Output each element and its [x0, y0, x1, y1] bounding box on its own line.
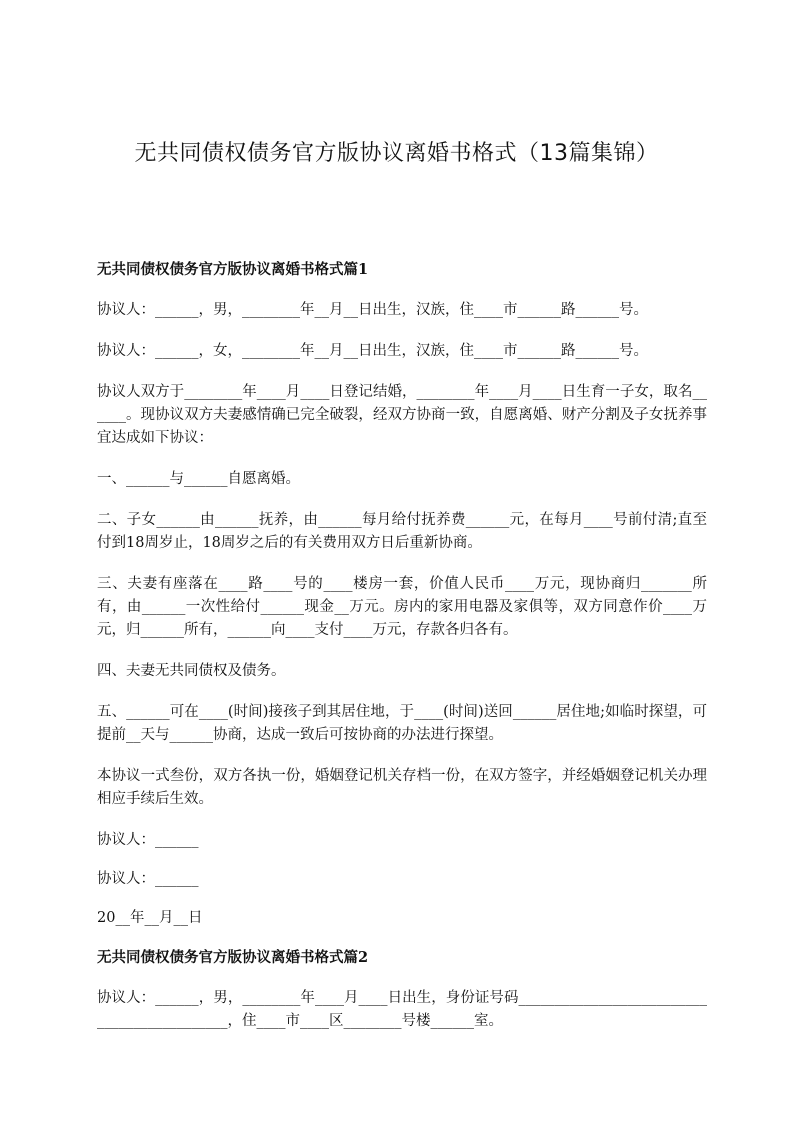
section-2-heading: 无共同债权债务官方版协议离婚书格式篇2 — [97, 949, 369, 966]
document-body — [97, 258, 707, 1051]
party-female-paragraph: 协议人：______，女，________年__月__日出生，汉族，住____市______路______号。 — [97, 343, 648, 359]
clause-1-paragraph: 一、______与______自愿离婚。 — [97, 471, 300, 487]
party-male-paragraph: 协议人：______，男，________年__月__日出生，汉族，住____市______路______号。 — [97, 302, 648, 318]
section-1-heading: 无共同债权债务官方版协议离婚书格式篇1 — [97, 261, 369, 278]
effectiveness-paragraph: 本协议一式叁份，双方各执一份，婚姻登记机关存档一份，在双方签字，并经婚姻登记机关办理相应手续后生效。 — [97, 768, 707, 807]
signature-line-1: 协议人：______ — [97, 832, 199, 848]
clause-3-paragraph: 三、夫妻有座落在____路____号的____楼房一套，价值人民币____万元，现协商归_______所有，由______一次性给付______现金__万元。房内的家用电器及家俱等，双方同意作价____万元，归______所有，______向____支付____万元，存款各归各有。 — [97, 576, 707, 638]
clause-5-paragraph: 五、______可在____(时间)接孩子到其居住地，于____(时间)送回______居住地;如临时探望，可提前__天与______协商，达成一致后可按协商的办法进行探望。 — [97, 704, 707, 743]
section-2-party-paragraph: 协议人：______，男，________年____月____日出生，身份证号码____________________________________________，住____市____区________号楼______室。 — [97, 990, 707, 1029]
date-line: 20__年__月__日 — [97, 910, 203, 926]
document-title: 无共同债权债务官方版协议离婚书格式（13篇集锦） — [134, 141, 659, 166]
clause-4-paragraph: 四、夫妻无共同债权及债务。 — [97, 663, 286, 679]
clause-2-paragraph: 二、子女______由______抚养，由______每月给付抚养费______元，在每月____号前付清;直至付到18周岁止，18周岁之后的有关费用双方日后重新协商。 — [97, 512, 707, 551]
marriage-info-paragraph: 协议人双方于________年____月____日登记结婚，________年____月____日生育一子女，取名______。现协议双方夫妻感情确已完全破裂，经双方协商一致，自愿离婚、财产分割及子女抚养事宜达成如下协议： — [97, 384, 707, 446]
signature-line-2: 协议人：______ — [97, 871, 199, 887]
